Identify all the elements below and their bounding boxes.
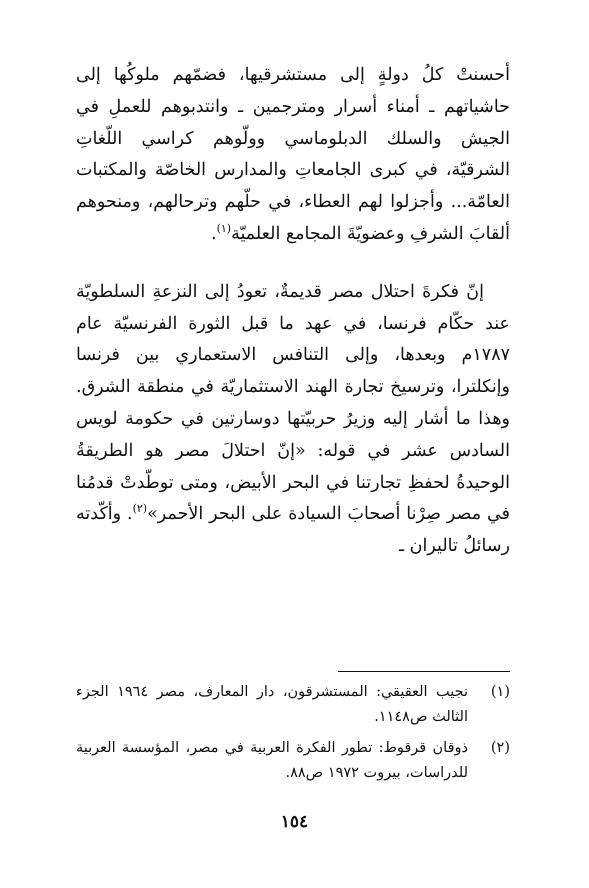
footnote-number: (٢) (490, 740, 510, 756)
footnote-2 (76, 736, 510, 786)
paragraph-2 (76, 277, 510, 563)
paragraph-1 (76, 60, 510, 251)
page-body (76, 60, 510, 563)
footnotes (76, 680, 510, 792)
footnote-number: (١) (490, 684, 510, 700)
footnote-text: ذوقان قرقوط: تطور الفكرة العربية في مصر، المؤسسة العربية للدراسات، بيروت ١٩٧٢ ص٨٨. (76, 740, 468, 781)
footnote-text: نجيب العقيقي: المستشرقون، دار المعارف، مصر ١٩٦٤ الجزء الثالث ص١١٤٨. (76, 684, 469, 725)
paragraph-1-tail: . (211, 223, 217, 244)
page-number: ١٥٤ (280, 812, 309, 832)
footnote-separator (338, 671, 510, 672)
footnote-ref-2[interactable]: (٢) (132, 502, 148, 516)
paragraph-2-text-before: إنّ فكرةَ احتلال مصر قديمةٌ، تعودُ إلى النزعةِ السلطويّة عند حكّام فرنسا، في عهد ما قبل الثورة الفرنسيّة عام ١٧٨٧م وبعدها، وإلى التنافس الاستعماري بين فرنسا وإنكلترا، وترسيخ تجارة الهند الاستثماريّة في منطقة الشرق. وهذا ما أشار إليه وزيرُ حربيّتها دوسارتين في حكومة لويس السادس عشر في قوله: «إنّ احتلالَ مصر هو الطريقةُ الوحيدةُ لحفظِ تجارتنا في البحر الأبيض، ومتى توطّدتْ قدمُنا في مصر صِرْنا أصحابَ السيادة على البحر الأحمر» (76, 281, 510, 525)
paragraph-1-text: أحسنتْ كلُ دولةٍ إلى مستشرقيها، فضمّهم ملوكُها إلى حاشياتهم ـ أمناء أسرار ومترجمين ـ وانتدبوهم للعملِ في الجيش والسلك الدبلوماسي وولّوهم كراسي اللّغاتِ الشرقيّة، في كبرى الجامعاتِ والمدارس الخاصّة والمكتبات العامّة... وأجزلوا لهم العطاء، في حلّهم وترحالهم، ومنحوهم ألقابَ الشرفِ وعضويّةَ المجامع العلميّة (76, 65, 510, 244)
paragraph-2-text-after: . وأكّدته رسائلُ تاليران ـ (76, 504, 510, 557)
footnote-ref-1[interactable]: (١) (216, 222, 232, 236)
footnote-1 (76, 680, 510, 730)
